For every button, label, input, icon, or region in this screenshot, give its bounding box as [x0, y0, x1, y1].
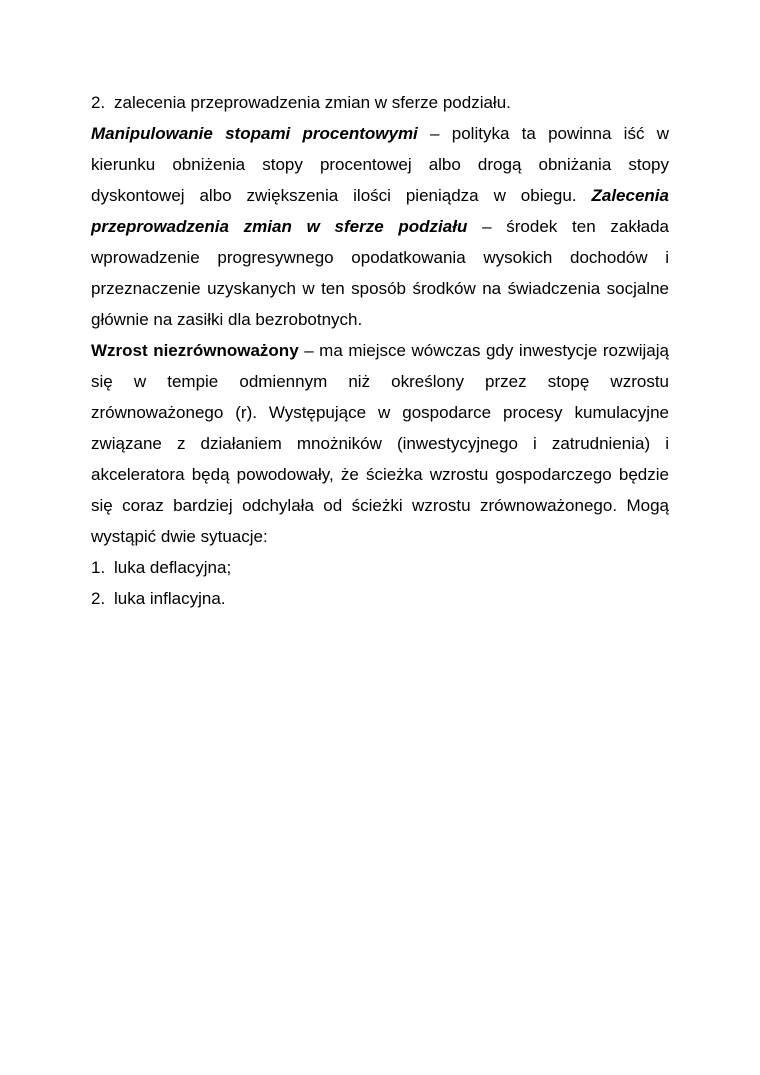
document-body: [91, 87, 669, 614]
paragraph-text: – środek ten zakłada wprowadzenie progresywnego opodatkowania wysokich dochodów i przeznaczenie uzyskanych w ten sposób środków na świadczenia socjalne głównie na zasiłki dla bezrobotnych.: [91, 217, 669, 329]
list-item: [91, 87, 669, 118]
term-zalecenia: Zalecenia przeprowadzenia zmian w sferze podziału: [91, 186, 669, 236]
list-item-text: luka inflacyjna.: [114, 589, 226, 608]
paragraph-interest-rates: [91, 118, 669, 335]
paragraph-text: – polityka ta powinna iść w kierunku obniżenia stopy procentowej albo drogą obniżania stopy dyskontowej albo zwiększenia ilości pieniądza w obiegu.: [91, 124, 669, 205]
list-item: [91, 583, 669, 614]
term-wzrost-niezrownowazony: Wzrost niezrównoważony: [91, 341, 299, 360]
list-item-text: zalecenia przeprowadzenia zmian w sferze podziału.: [114, 93, 511, 112]
list-item-number: 2.: [91, 93, 106, 112]
list-item-number: 1.: [91, 558, 106, 577]
paragraph-text: – ma miejsce wówczas gdy inwestycje rozwijają się w tempie odmiennym niż określony przez stopę wzrostu zrównoważonego (r). Występujące w gospodarce procesy kumulacyjne związane z działaniem mnożników (inwestycyjnego i zatrudnienia) i akceleratora będą powodowały, że ścieżka wzrostu gospodarczego będzie się coraz bardziej odchylała od ścieżki wzrostu zrównoważonego. Mogą wystąpić dwie sytuacje:: [91, 341, 669, 546]
list-item-number: 2.: [91, 589, 106, 608]
term-manipulowanie-stopami: Manipulowanie stopami procentowymi: [91, 124, 418, 143]
list-item: [91, 552, 669, 583]
list-item-text: luka deflacyjna;: [114, 558, 232, 577]
paragraph-unbalanced-growth: [91, 335, 669, 552]
